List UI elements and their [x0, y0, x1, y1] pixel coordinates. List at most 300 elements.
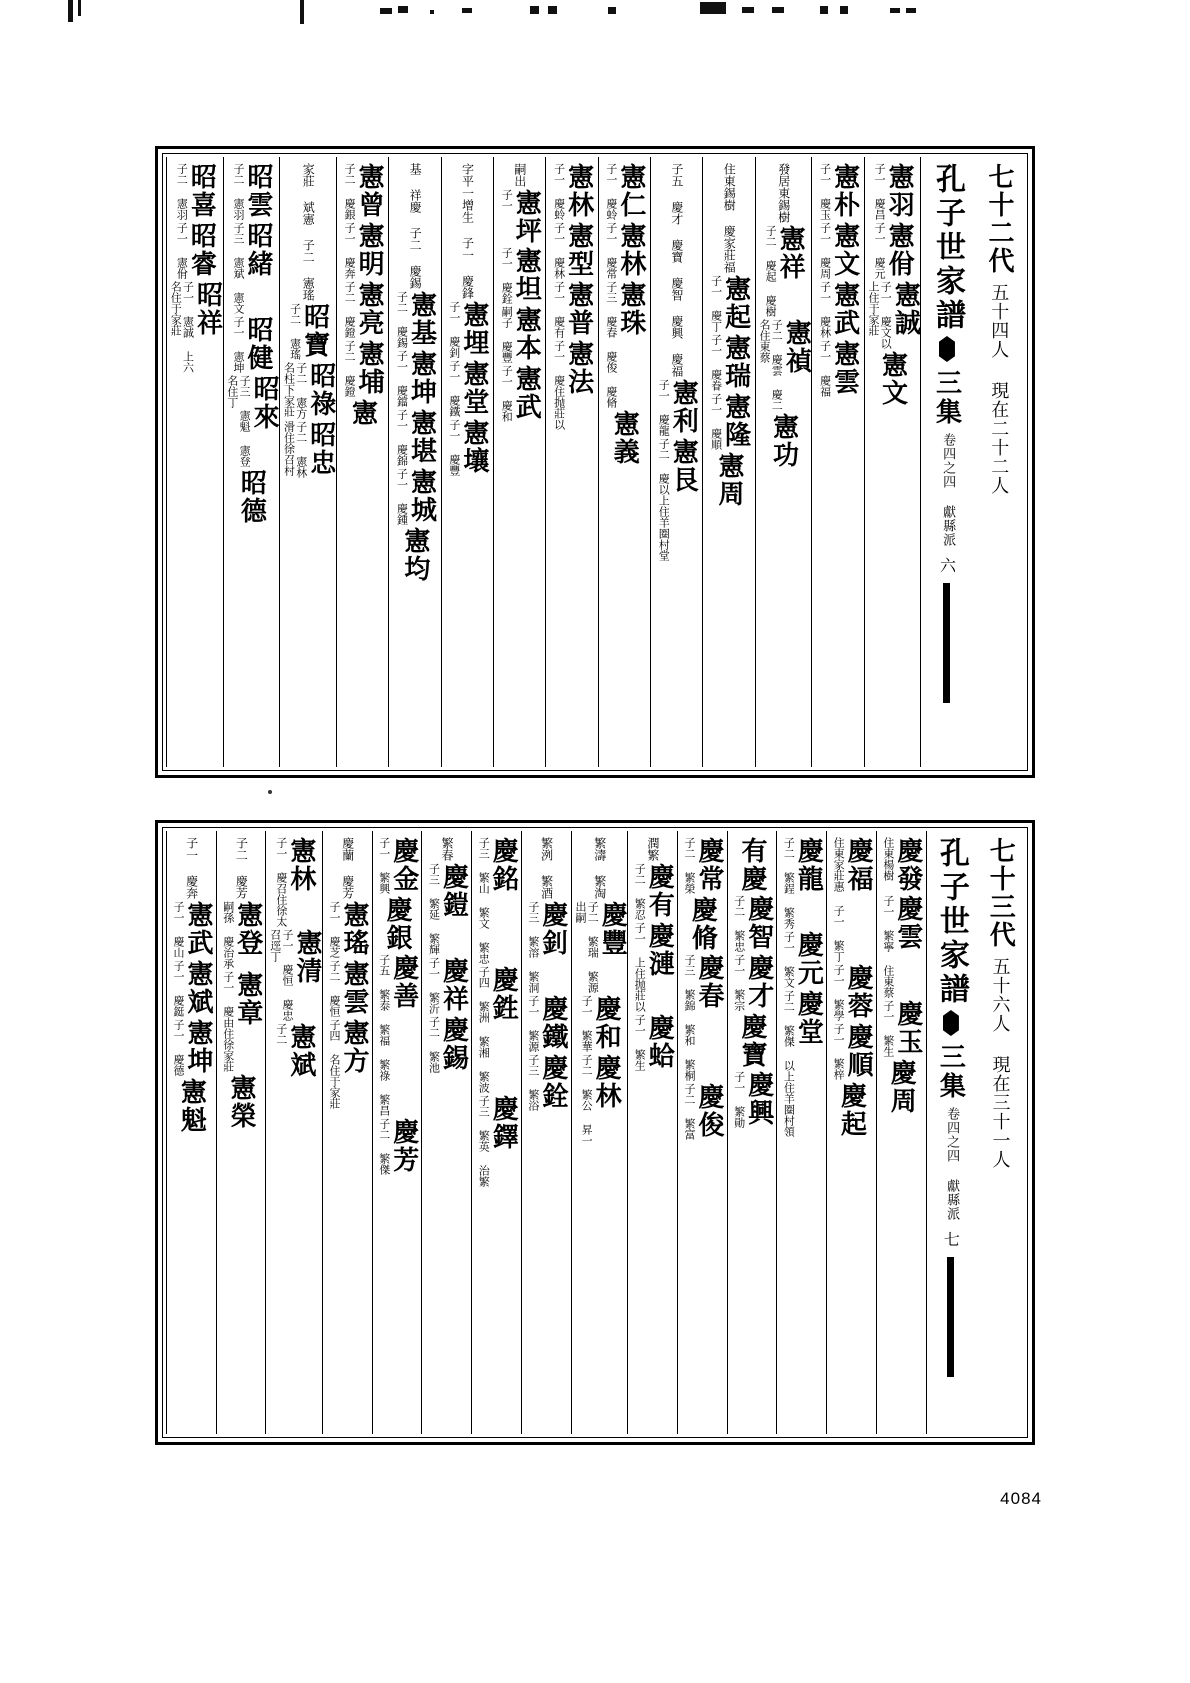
scan-artifacts: [0, 0, 1190, 34]
person-entry: [382, 896, 413, 952]
genealogy-column: [388, 157, 440, 767]
person-entry: [873, 222, 915, 279]
person-entry: [877, 351, 908, 407]
person-note: 子一 繁興: [377, 837, 391, 894]
person-entry: [873, 163, 915, 220]
person-entry: [377, 954, 419, 1116]
person-name: 憲林: [285, 837, 316, 893]
genealogy-column: [265, 831, 322, 1434]
person-entry: [427, 863, 469, 955]
person-entry: [477, 1095, 519, 1187]
person-entry: [609, 410, 640, 466]
person-note: 子一 慶玉: [818, 163, 832, 220]
person-note: 子一 慶元: [873, 222, 887, 279]
person-entry: [377, 837, 419, 894]
person-entry: [448, 360, 487, 417]
volume-title: 三集: [931, 369, 962, 427]
person-entry: [574, 901, 626, 993]
genealogy-column: [598, 157, 650, 767]
person-note: 子一 慶住抛莊以: [552, 340, 566, 430]
column-head-note: 基 祥慶 子二 慶錫: [408, 163, 423, 289]
person-name: 昭寶: [299, 303, 330, 359]
person-name: 慶蓉: [843, 964, 874, 1020]
person-entry: [226, 1074, 257, 1130]
person-note-secondary: 召逕丁: [268, 929, 282, 962]
person-note: 子一 慶福: [818, 340, 832, 397]
person-name: 慶智: [743, 895, 774, 951]
person-entry: [232, 316, 274, 373]
generation-label: 七十二代: [983, 163, 1014, 275]
person-note: 子三 慶春 慶俊 慶脩: [604, 281, 618, 408]
person-note: 子一 繁梓: [832, 1023, 846, 1080]
person-entry: [552, 222, 594, 279]
person-name: 慶銘: [488, 837, 519, 893]
person-note: 子四 名住于家莊: [328, 1019, 342, 1109]
person-entry: [732, 895, 774, 952]
person-entry: [172, 960, 211, 1017]
person-note: 子一 慶鐵: [447, 360, 461, 417]
genealogy-column: [521, 831, 571, 1434]
person-note: 子一 繁生: [633, 1014, 647, 1071]
person-note: 子一 慶銓: [500, 247, 514, 304]
person-note: 子三 繁浴: [526, 1054, 540, 1111]
person-name: 慶寶: [737, 1013, 768, 1069]
genealogy-column: [322, 831, 372, 1434]
person-name: 憲斌: [285, 1023, 316, 1079]
person-entry: [580, 1054, 622, 1146]
person-note: 子二 憲瑤: [288, 303, 302, 360]
column-head-note: 子五 慶才 慶寶 慶智 慶興 慶福: [669, 163, 684, 377]
person-note: 嗣孫 慶治承: [221, 901, 235, 969]
person-entry: [527, 901, 566, 993]
person-note-secondary: 名住于家莊: [169, 281, 183, 336]
person-name: 慶俊: [693, 1083, 724, 1139]
column-head-note: 繁春: [440, 837, 455, 861]
person-name: 憲周: [713, 452, 744, 508]
person-note: 子三 繁延 繁輝: [427, 863, 441, 955]
person-entry: [552, 163, 594, 220]
person-note: 子一 慶順: [709, 393, 723, 450]
column-head-note: 子二 慶芳: [234, 837, 249, 899]
person-entry: [172, 1019, 211, 1076]
person-entry: [758, 319, 810, 411]
person-note: 子三 憲魁 憲登: [238, 375, 252, 467]
person-entry: [347, 399, 378, 427]
person-name: 憲祥: [775, 225, 806, 281]
genealogy-column: [166, 157, 223, 767]
person-note: 子二 慶雲 慶二: [770, 319, 784, 411]
person-note: 子一 慶蛉: [604, 163, 618, 220]
person-name: 憲法: [563, 340, 594, 396]
genealogy-column: [677, 831, 727, 1434]
person-note: 子一 憲誠 上六: [181, 281, 195, 373]
person-name: 憲文: [829, 222, 860, 278]
person-entry: [448, 419, 487, 476]
person-name: 慶雲: [892, 895, 923, 951]
book-title: 孔子世家譜: [929, 163, 965, 333]
person-entry: [328, 960, 370, 1017]
person-note: 子二 憲林: [294, 421, 308, 478]
person-entry: [764, 225, 806, 317]
person-name: 慶堂: [793, 990, 824, 1046]
person-name: 憲武: [829, 281, 860, 337]
person-entry: [275, 1023, 314, 1079]
person-note: 子二 慶鐙: [343, 281, 357, 338]
person-name: 憲功: [768, 413, 799, 469]
person-name: 昭德: [236, 469, 267, 525]
person-note: 子一 慶芝: [328, 901, 342, 958]
person-entry: [448, 301, 487, 358]
person-name: 昭睿: [186, 222, 217, 278]
person-entry: [633, 1014, 675, 1071]
column-head-note: 字平一增生 子一 慶鋒: [460, 163, 475, 299]
person-name: 憲城: [406, 468, 437, 524]
person-note: 子一 繁寧 住東蔡: [881, 895, 895, 998]
person-entry: [343, 281, 385, 338]
chapter-branch-label: 卷四之四 獻縣派: [944, 1107, 960, 1221]
genealogy-column: [223, 157, 280, 767]
person-note: 子一 慶林: [552, 222, 566, 279]
person-entry: [477, 837, 519, 964]
person-entry: [500, 365, 542, 422]
person-note: 子二 慶錫: [395, 291, 409, 348]
person-entry: [399, 527, 430, 583]
person-entry: [527, 995, 566, 1052]
genealogy-column: [166, 831, 216, 1434]
genealogy-page-bottom: [155, 820, 1035, 1445]
person-note: 子一 慶鋌: [171, 960, 185, 1017]
person-name: 慶善: [388, 954, 419, 1010]
genealogy-column: [727, 831, 777, 1434]
person-note: 子一 慶德: [171, 1019, 185, 1076]
person-note: 子二 繁傑: [377, 1118, 391, 1175]
genealogy-column: [471, 831, 521, 1434]
person-name: 憲型: [563, 222, 594, 278]
person-note-secondary: 名柱下家莊: [282, 362, 296, 417]
person-entry: [768, 413, 799, 469]
person-name: 憲文: [877, 351, 908, 407]
person-entry: [818, 163, 860, 220]
genealogy-column: [627, 831, 677, 1434]
person-note: 子二 繁鋥 繁秀: [782, 837, 796, 929]
person-name: 慶發: [892, 837, 923, 893]
person-name: 憲隆: [720, 393, 751, 449]
person-name: 慶蛤: [644, 1014, 675, 1070]
person-note: 子二 慶銀: [343, 163, 357, 220]
person-name: 慶釗: [537, 901, 568, 957]
column-head-note: 家莊 斌憲 子二 憲瑤: [301, 163, 316, 301]
genealogy-column: [441, 157, 493, 767]
person-name: 憲明: [354, 222, 385, 278]
volume-title: 三集: [935, 1043, 966, 1101]
person-name: 憲坦: [511, 247, 542, 303]
genealogy-column: [826, 831, 876, 1434]
person-name: 憲坪: [511, 189, 542, 245]
person-name: 慶金: [388, 837, 419, 893]
person-note: 子一 繁沂: [427, 957, 441, 1014]
person-note-secondary: 名住東蔡: [757, 319, 771, 363]
generation-label: 七十三代: [985, 837, 1016, 949]
person-name: 憲羽: [884, 163, 915, 219]
person-entry: [169, 281, 221, 373]
person-entry: [605, 281, 644, 408]
person-note: 子一 上住抛莊以: [633, 922, 647, 1012]
person-note: 子二 慶恒: [328, 960, 342, 1017]
person-name: 昭喜: [186, 163, 217, 219]
person-name: 慶常: [693, 837, 724, 893]
person-note-secondary: 出嗣: [573, 901, 587, 923]
column-head-note: 住東錫樹 慶家莊福: [722, 163, 737, 273]
generation-header-column: [975, 831, 1024, 1434]
person-name: 憲亮: [354, 281, 385, 337]
column-head-note: 發居東錫樹: [776, 163, 791, 223]
person-entry: [395, 468, 437, 525]
genealogy-column: [571, 831, 628, 1434]
person-entry: [395, 350, 437, 407]
person-note: 子二 憲方: [294, 362, 308, 419]
person-note: 子一 慶恒 慶忠: [281, 929, 295, 1021]
genealogy-column: [545, 157, 597, 767]
person-note: 住東家莊惠 子一 繁丁: [832, 837, 846, 962]
person-name: 憲清: [292, 929, 323, 985]
page-label: 六: [937, 557, 957, 573]
folio-number: 4084: [1000, 1489, 1042, 1508]
genealogy-column: [336, 157, 388, 767]
person-entry: [818, 340, 860, 397]
person-note: 子一 慶鐺: [395, 350, 409, 407]
person-note: 子二 繁公 昇一: [580, 1054, 594, 1146]
person-name: 昭祥: [192, 281, 223, 337]
person-note: 子一 繁源: [526, 995, 540, 1052]
person-entry: [175, 222, 217, 279]
column-head-note: 繁洌 繁酒: [539, 837, 554, 899]
person-note: 子一 慶奔: [343, 222, 357, 279]
person-name: 憲林: [615, 222, 646, 278]
person-note: 子一 慶文以: [879, 281, 893, 349]
person-entry: [657, 438, 699, 561]
person-note: 子二 繁池: [427, 1016, 441, 1073]
columns-container-top: [166, 157, 1024, 767]
person-name: 憲雲: [339, 960, 370, 1016]
person-note: 子一 憲佾: [175, 222, 189, 279]
title-column: [926, 831, 976, 1434]
person-entry: [176, 1078, 207, 1134]
person-entry: [683, 1083, 722, 1140]
person-entry: [886, 1059, 917, 1115]
person-name: 慶銓: [537, 1054, 568, 1110]
person-note: 子一 慶常: [604, 222, 618, 279]
person-name: 昭祿: [305, 362, 336, 418]
black-rule-ornament: [947, 1257, 954, 1377]
person-note: 子一 慶有: [552, 281, 566, 338]
person-entry: [395, 291, 437, 348]
person-note: 子一 慶由住徐家莊: [221, 971, 235, 1072]
genealogy-column: [811, 157, 863, 767]
genealogy-column: [776, 831, 826, 1434]
person-name: 憲魁: [176, 1078, 207, 1134]
person-name: 憲瑞: [720, 334, 751, 390]
person-name: 有慶: [737, 837, 768, 893]
diamond-ornament-icon: [939, 336, 955, 362]
column-head-note: 繁濤 繁淘: [592, 837, 607, 899]
person-note: 子一 繁學: [832, 964, 846, 1021]
person-entry: [172, 901, 211, 958]
person-name: 憲武: [182, 901, 213, 957]
person-entry: [552, 340, 594, 430]
person-note: 子一: [500, 189, 514, 211]
person-entry: [683, 837, 722, 894]
person-name: 慶鉎: [488, 966, 519, 1022]
person-name: 慶和: [591, 995, 622, 1051]
person-entry: [343, 163, 385, 220]
person-entry: [226, 375, 278, 467]
person-name: 慶芳: [388, 1118, 419, 1174]
person-note: 子二 繁榮: [682, 837, 696, 894]
person-name: 憲埔: [354, 340, 385, 396]
book-title: 孔子世家譜: [933, 837, 969, 1007]
person-entry: [605, 222, 644, 279]
person-note-secondary: 滑住徐召村: [282, 421, 296, 476]
person-note: 子一 慶龍: [657, 379, 671, 436]
person-entry: [836, 1082, 867, 1138]
scan-speck: [268, 790, 272, 794]
person-name: 憲瑤: [339, 901, 370, 957]
person-note: 子一 慶丁: [709, 275, 723, 332]
person-entry: [427, 957, 469, 1014]
columns-container-bottom: [166, 831, 1024, 1434]
person-name: 慶祥: [438, 957, 469, 1013]
person-note: 子一 慶錦: [395, 409, 409, 466]
person-entry: [732, 954, 774, 1011]
person-name: 憲曾: [354, 163, 385, 219]
person-entry: [818, 222, 860, 279]
genealogy-page-top: [155, 146, 1035, 778]
person-name: 憲武: [511, 365, 542, 421]
person-note: 子二 慶起 慶樹: [764, 225, 778, 317]
person-note: 子一 慶山: [171, 901, 185, 958]
person-note: 子二 繁忍: [633, 863, 647, 920]
person-name: 憲禎: [781, 319, 812, 375]
person-entry: [882, 1000, 921, 1057]
generation-count-note: 五十六人 現在三十一人: [989, 957, 1011, 1169]
person-name: 昭雲: [243, 163, 274, 219]
page-label: 七: [941, 1231, 961, 1247]
genealogy-column: [279, 157, 336, 767]
person-entry: [288, 303, 330, 360]
person-name: 慶順: [843, 1023, 874, 1079]
person-name: 憲朴: [829, 163, 860, 219]
person-note: 子一 慶豐: [447, 419, 461, 476]
person-name: 憲艮: [668, 438, 699, 494]
column-head-note: 嗣出: [512, 163, 527, 187]
person-entry: [175, 163, 217, 220]
person-note-secondary: 名住丁: [225, 375, 239, 408]
person-entry: [713, 452, 744, 508]
person-entry: [427, 1016, 469, 1073]
person-entry: [633, 922, 675, 1012]
genealogy-column: [421, 831, 471, 1434]
person-entry: [818, 281, 860, 338]
person-entry: [232, 163, 274, 220]
person-entry: [343, 340, 385, 397]
person-entry: [737, 837, 768, 893]
person-name: 昭來: [249, 375, 280, 431]
person-note: 子一 慶蛉: [552, 163, 566, 220]
person-entry: [683, 954, 722, 1081]
person-name: 慶春: [693, 954, 724, 1010]
person-note: 子三 繁英 治繁: [477, 1095, 491, 1187]
person-name: 憲壤: [458, 419, 489, 475]
person-name: 憲林: [563, 163, 594, 219]
person-entry: [221, 901, 263, 969]
person-name: 慶豐: [597, 901, 628, 957]
column-head-note: 慶蘭 慶芳: [340, 837, 355, 899]
person-name: 慶林: [591, 1054, 622, 1110]
person-note: 子五 繁泰 繁福 繁祿 繁昌: [377, 954, 391, 1116]
person-entry: [580, 995, 622, 1052]
person-name: 憲珠: [615, 281, 646, 337]
genealogy-column: [755, 157, 812, 767]
person-note: 住東楊樹: [881, 837, 895, 881]
person-name: 昭健: [243, 316, 274, 372]
person-entry: [527, 1054, 566, 1111]
person-name: 憲利: [668, 379, 699, 435]
person-name: 慶玉: [892, 1000, 923, 1056]
person-name: 憲義: [609, 410, 640, 466]
person-entry: [232, 222, 274, 314]
person-entry: [687, 896, 718, 952]
person-name: 慶龍: [793, 837, 824, 893]
person-entry: [709, 393, 751, 450]
chapter-branch-label: 卷四之四 獻縣派: [940, 433, 956, 547]
genealogy-column: [372, 831, 422, 1434]
person-note: 子一 繁文: [782, 931, 796, 988]
person-note: 子一 繁生: [881, 1000, 895, 1057]
person-note: 子二 憲羽: [232, 163, 246, 220]
person-note: 子二 繁忠: [732, 895, 746, 952]
person-note: 子三 繁溶 繁洞: [526, 901, 540, 993]
person-note: 子四 繁洲 繁湘 繁波: [477, 966, 491, 1093]
person-entry: [221, 971, 263, 1072]
person-note: 子一 繁華: [580, 995, 594, 1052]
person-note: 子二 慶鐙: [343, 340, 357, 397]
person-name: 憲仁: [615, 163, 646, 219]
person-entry: [395, 409, 437, 466]
generation-count-note: 五十四人 現在二十二人: [988, 283, 1010, 495]
person-entry: [737, 1013, 768, 1069]
person-entry: [709, 275, 751, 332]
person-entry: [832, 964, 874, 1021]
person-name: 憲堂: [458, 360, 489, 416]
person-name: 慶才: [743, 954, 774, 1010]
person-entry: [882, 895, 921, 998]
person-entry: [377, 1118, 419, 1175]
genealogy-column: [493, 157, 545, 767]
person-note: 子三 繁錦 繁和 繁桐: [682, 954, 696, 1081]
person-name: 慶錫: [438, 1016, 469, 1072]
person-note: 子二 繁富: [682, 1083, 696, 1140]
person-name: 憲埋: [458, 301, 489, 357]
person-entry: [832, 837, 874, 962]
person-name: 慶漣: [644, 922, 675, 978]
person-name: 憲佾: [884, 222, 915, 278]
person-note: 子二 繁傑 以上住羊圈村領: [782, 990, 796, 1137]
person-entry: [732, 1071, 774, 1128]
person-entry: [500, 247, 542, 304]
person-name: 慶元: [793, 931, 824, 987]
person-entry: [328, 901, 370, 958]
person-entry: [832, 1023, 874, 1080]
